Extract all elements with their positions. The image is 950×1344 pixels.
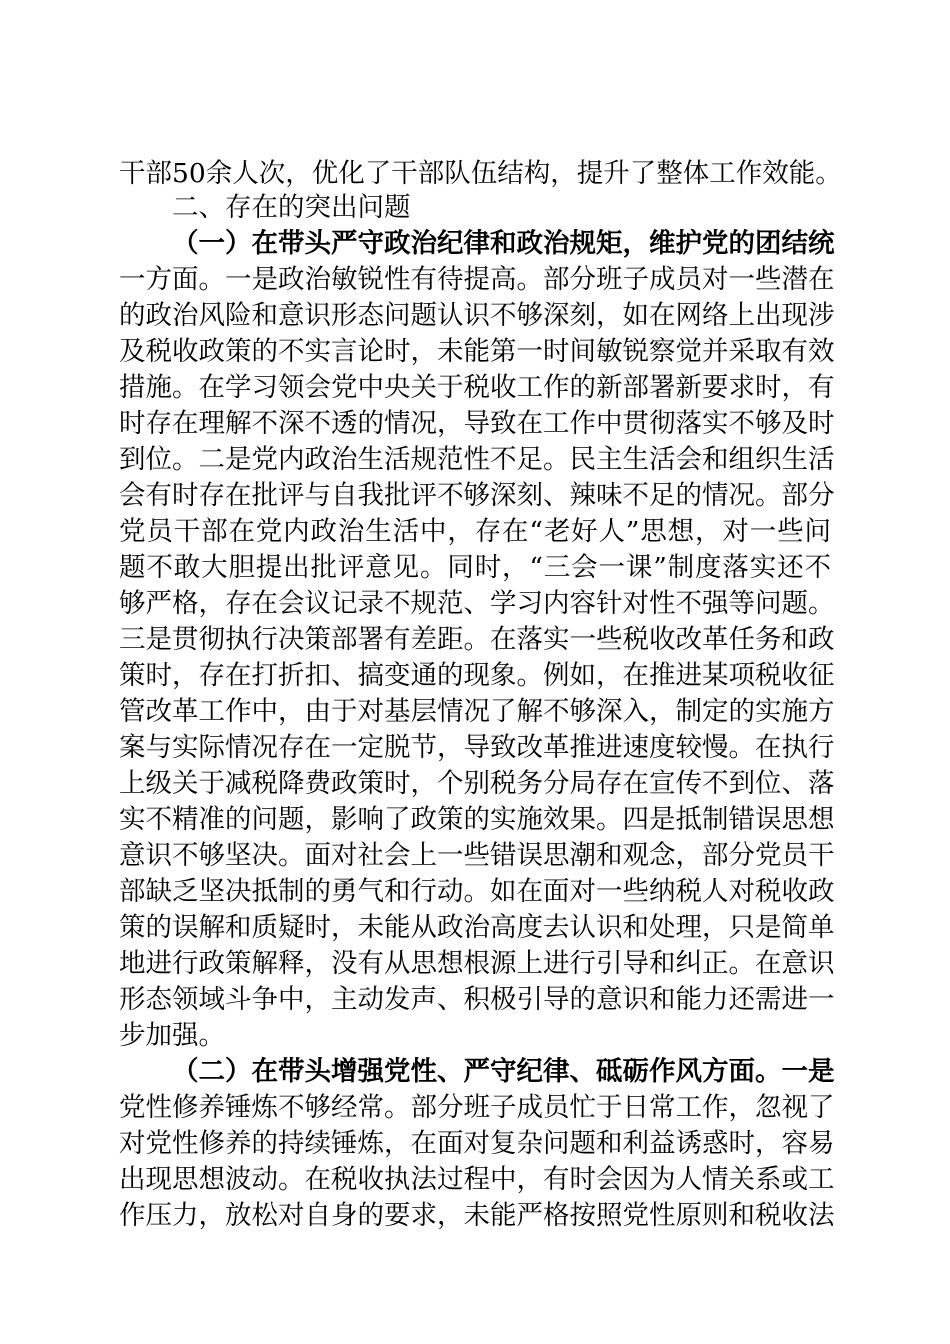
subsection-heading-line: （二）在带头增强党性、严守纪律、砥砺作风方面。一是	[172, 1056, 835, 1087]
paragraph-line: 措施。在学习领会党中央关于税收工作的新部署新要求时，有	[119, 372, 835, 403]
paragraph-line: 干部50余人次，优化了干部队伍结构，提升了整体工作效能。	[119, 158, 842, 189]
paragraph-line: 够严格，存在会议记录不规范、学习内容针对性不强等问题。	[119, 588, 835, 619]
paragraph-line: 上级关于减税降费政策时，个别税务分局存在宣传不到位、落	[119, 768, 835, 799]
paragraph-line: 及税收政策的不实言论时，未能第一时间敏锐察觉并采取有效	[119, 336, 835, 367]
paragraph-line: 形态领域斗争中，主动发声、积极引导的意识和能力还需进一	[119, 984, 835, 1015]
section-heading: 二、存在的突出问题	[172, 192, 411, 223]
paragraph-line: 策时，存在打折扣、搞变通的现象。例如，在推进某项税收征	[119, 660, 835, 691]
paragraph-line: 时存在理解不深不透的情况，导致在工作中贯彻落实不够及时	[119, 408, 835, 439]
paragraph-line: 实不精准的问题，影响了政策的实施效果。四是抵制错误思想	[119, 804, 835, 835]
paragraph-line: 管改革工作中，由于对基层情况了解不够深入，制定的实施方	[119, 696, 835, 727]
paragraph-line: 对党性修养的持续锤炼，在面对复杂问题和利益诱惑时，容易	[119, 1128, 835, 1159]
paragraph-line: 三是贯彻执行决策部署有差距。在落实一些税收改革任务和政	[119, 624, 835, 655]
paragraph-line: 到位。二是党内政治生活规范性不足。民主生活会和组织生活	[119, 444, 835, 475]
paragraph-line: 题不敢大胆提出批评意见。同时，“三会一课”制度落实还不	[119, 552, 831, 583]
paragraph-line: 案与实际情况存在一定脱节，导致改革推进速度较慢。在执行	[119, 732, 835, 763]
subsection-heading-line: （一）在带头严守政治纪律和政治规矩，维护党的团结统	[172, 228, 835, 259]
paragraph-line: 一方面。一是政治敏锐性有待提高。部分班子成员对一些潜在	[119, 264, 835, 295]
paragraph-line: 出现思想波动。在税收执法过程中，有时会因为人情关系或工	[119, 1164, 835, 1195]
paragraph-line: 地进行政策解释，没有从思想根源上进行引导和纠正。在意识	[119, 948, 835, 979]
paragraph-line: 党性修养锤炼不够经常。部分班子成员忙于日常工作，忽视了	[119, 1092, 835, 1123]
paragraph-line: 会有时存在批评与自我批评不够深刻、辣味不足的情况。部分	[119, 480, 835, 511]
paragraph-line: 步加强。	[119, 1020, 225, 1051]
paragraph-line: 作压力，放松对自身的要求，未能严格按照党性原则和税收法	[119, 1200, 835, 1231]
paragraph-line: 党员干部在党内政治生活中，存在“老好人”思想，对一些问	[119, 516, 831, 547]
paragraph-line: 策的误解和质疑时，未能从政治高度去认识和处理，只是简单	[119, 912, 835, 943]
paragraph-line: 部缺乏坚决抵制的勇气和行动。如在面对一些纳税人对税收政	[119, 876, 835, 907]
paragraph-line: 的政治风险和意识形态问题认识不够深刻，如在网络上出现涉	[119, 300, 835, 331]
paragraph-line: 意识不够坚决。面对社会上一些错误思潮和观念，部分党员干	[119, 840, 835, 871]
